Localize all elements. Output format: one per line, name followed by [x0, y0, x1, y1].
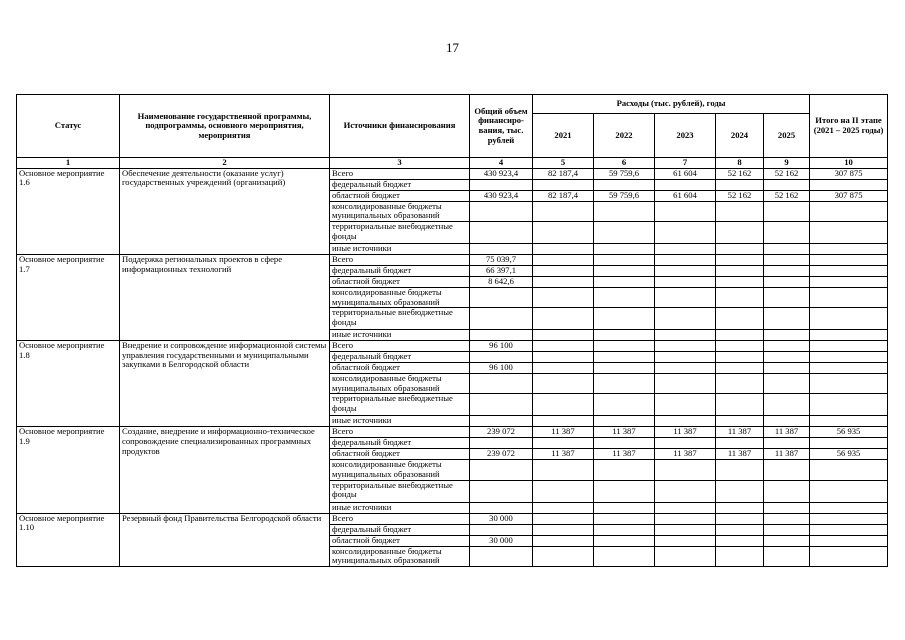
row-value	[655, 308, 716, 330]
row-value	[470, 416, 533, 427]
header-total: Общий объем финансиро-вания, тыс. рублей	[470, 95, 533, 158]
row-value	[533, 201, 594, 221]
page-number: 17	[446, 40, 459, 55]
row-value: 82 187,4	[533, 168, 594, 179]
row-value	[764, 363, 810, 374]
row-value	[655, 179, 716, 190]
row-value	[655, 221, 716, 243]
row-value	[594, 363, 655, 374]
row-value	[533, 243, 594, 254]
row-name: Поддержка региональных проектов в сфере информационных технологий	[120, 254, 330, 340]
column-number: 2	[120, 158, 330, 169]
row-value	[716, 513, 764, 524]
header-name: Наименование государственной программы, подпрограммы, основного мероприятия, мероприятия	[120, 95, 330, 158]
row-value	[810, 513, 888, 524]
row-value	[716, 243, 764, 254]
row-value	[533, 308, 594, 330]
row-value	[594, 438, 655, 449]
row-value	[716, 524, 764, 535]
row-value: 11 387	[655, 427, 716, 438]
row-source: Всего	[330, 254, 470, 265]
row-value	[810, 308, 888, 330]
row-value	[716, 254, 764, 265]
column-number: 8	[716, 158, 764, 169]
table-row	[17, 254, 888, 265]
row-source: областной бюджет	[330, 276, 470, 287]
column-number: 7	[655, 158, 716, 169]
row-value	[470, 221, 533, 243]
header-year: 2022	[594, 114, 655, 158]
row-value	[594, 243, 655, 254]
header-year: 2024	[716, 114, 764, 158]
row-value	[716, 394, 764, 416]
row-value	[716, 287, 764, 307]
row-value	[810, 363, 888, 374]
row-value	[470, 524, 533, 535]
row-value: 52 162	[716, 190, 764, 201]
row-value: 11 387	[716, 427, 764, 438]
row-source: консолидированные бюджеты муниципальных образований	[330, 201, 470, 221]
row-value	[716, 201, 764, 221]
row-value	[533, 546, 594, 566]
row-value	[594, 416, 655, 427]
row-value	[594, 341, 655, 352]
row-value	[594, 308, 655, 330]
row-source: федеральный бюджет	[330, 438, 470, 449]
column-number: 5	[533, 158, 594, 169]
row-value	[470, 502, 533, 513]
row-value	[764, 341, 810, 352]
row-value	[655, 352, 716, 363]
row-value	[470, 460, 533, 480]
row-source: федеральный бюджет	[330, 524, 470, 535]
row-value	[810, 416, 888, 427]
row-value: 66 397,1	[470, 265, 533, 276]
row-value	[470, 480, 533, 502]
row-value	[533, 394, 594, 416]
row-value	[764, 438, 810, 449]
table-row	[17, 513, 888, 524]
row-value	[594, 330, 655, 341]
row-value	[764, 179, 810, 190]
row-value	[594, 524, 655, 535]
column-number: 6	[594, 158, 655, 169]
row-value	[533, 363, 594, 374]
row-value	[533, 460, 594, 480]
row-value	[470, 352, 533, 363]
row-name: Резервный фонд Правительства Белгородской области	[120, 513, 330, 566]
row-value	[655, 265, 716, 276]
row-source: консолидированные бюджеты муниципальных образований	[330, 287, 470, 307]
row-value	[764, 546, 810, 566]
row-value	[655, 330, 716, 341]
row-value	[716, 308, 764, 330]
column-number: 9	[764, 158, 810, 169]
row-value	[655, 201, 716, 221]
column-number: 1	[17, 158, 120, 169]
row-value	[470, 374, 533, 394]
row-value	[810, 546, 888, 566]
row-value: 61 604	[655, 168, 716, 179]
row-value	[655, 254, 716, 265]
row-value	[533, 502, 594, 513]
row-source: областной бюджет	[330, 449, 470, 460]
row-value	[764, 394, 810, 416]
row-value: 11 387	[655, 449, 716, 460]
row-value: 75 039,7	[470, 254, 533, 265]
row-value	[655, 341, 716, 352]
row-value	[716, 221, 764, 243]
row-source: Всего	[330, 341, 470, 352]
row-value	[655, 363, 716, 374]
row-status: Основное мероприятие 1.10	[17, 513, 120, 566]
row-value	[655, 394, 716, 416]
row-value: 11 387	[594, 427, 655, 438]
row-value	[655, 502, 716, 513]
row-name: Внедрение и сопровождение информационной системы управления государственными и муниципальными закупками в Белгородской области	[120, 341, 330, 427]
row-source: областной бюджет	[330, 363, 470, 374]
table-body	[17, 168, 888, 566]
row-value	[533, 513, 594, 524]
row-value	[810, 276, 888, 287]
row-value: 59 759,6	[594, 190, 655, 201]
row-value	[533, 287, 594, 307]
row-value	[810, 201, 888, 221]
row-value	[716, 438, 764, 449]
row-value	[533, 524, 594, 535]
row-value	[533, 179, 594, 190]
row-value: 61 604	[655, 190, 716, 201]
row-value: 82 187,4	[533, 190, 594, 201]
row-value	[594, 535, 655, 546]
column-number: 4	[470, 158, 533, 169]
row-value: 96 100	[470, 341, 533, 352]
row-value	[810, 480, 888, 502]
row-value	[655, 524, 716, 535]
row-value	[716, 416, 764, 427]
row-value: 52 162	[716, 168, 764, 179]
row-value	[594, 502, 655, 513]
row-value: 96 100	[470, 363, 533, 374]
row-value	[533, 254, 594, 265]
row-value: 430 923,4	[470, 190, 533, 201]
row-value	[470, 394, 533, 416]
row-name: Создание, внедрение и информационно-техническое сопровождение специализированных программных продуктов	[120, 427, 330, 513]
row-value	[810, 460, 888, 480]
row-value	[764, 243, 810, 254]
row-value	[716, 460, 764, 480]
row-value	[594, 254, 655, 265]
header-expenses: Расходы (тыс. рублей), годы	[533, 95, 810, 114]
row-value	[470, 179, 533, 190]
row-source: Всего	[330, 168, 470, 179]
row-value	[716, 276, 764, 287]
row-value	[594, 276, 655, 287]
row-source: консолидированные бюджеты муниципальных образований	[330, 374, 470, 394]
row-value	[764, 254, 810, 265]
row-value	[810, 352, 888, 363]
row-value	[716, 535, 764, 546]
row-value	[533, 221, 594, 243]
row-value	[594, 374, 655, 394]
row-value	[470, 438, 533, 449]
row-value	[533, 330, 594, 341]
row-value: 56 935	[810, 449, 888, 460]
row-value	[655, 480, 716, 502]
row-name: Обеспечение деятельности (оказание услуг) государственных учреждений (организаций)	[120, 168, 330, 254]
row-value	[655, 535, 716, 546]
row-source: консолидированные бюджеты муниципальных образований	[330, 460, 470, 480]
column-number: 3	[330, 158, 470, 169]
row-value	[764, 265, 810, 276]
row-value	[470, 308, 533, 330]
row-source: территориальные внебюджетные фонды	[330, 221, 470, 243]
row-value	[764, 201, 810, 221]
row-value	[533, 341, 594, 352]
row-source: Всего	[330, 427, 470, 438]
row-value	[810, 341, 888, 352]
row-source: федеральный бюджет	[330, 179, 470, 190]
row-value	[810, 374, 888, 394]
row-source: иные источники	[330, 243, 470, 254]
row-value	[764, 524, 810, 535]
row-value: 8 642,6	[470, 276, 533, 287]
row-value	[764, 416, 810, 427]
row-value	[594, 265, 655, 276]
header-status: Статус	[17, 95, 120, 158]
row-value	[655, 243, 716, 254]
row-value: 11 387	[764, 427, 810, 438]
row-value	[810, 394, 888, 416]
row-value	[470, 287, 533, 307]
row-value	[764, 330, 810, 341]
row-value	[655, 416, 716, 427]
row-status: Основное мероприятие 1.6	[17, 168, 120, 254]
row-value	[470, 330, 533, 341]
row-value	[764, 513, 810, 524]
row-value: 307 875	[810, 168, 888, 179]
row-value	[810, 243, 888, 254]
row-value: 52 162	[764, 190, 810, 201]
header-year: 2021	[533, 114, 594, 158]
row-value	[716, 480, 764, 502]
row-source: иные источники	[330, 330, 470, 341]
row-value	[716, 363, 764, 374]
row-value	[810, 254, 888, 265]
row-value	[655, 374, 716, 394]
row-source: областной бюджет	[330, 535, 470, 546]
row-value	[810, 179, 888, 190]
row-value	[810, 438, 888, 449]
row-value: 30 000	[470, 513, 533, 524]
row-value: 11 387	[533, 427, 594, 438]
row-value: 239 072	[470, 449, 533, 460]
row-value	[716, 341, 764, 352]
row-value	[655, 287, 716, 307]
row-value	[716, 374, 764, 394]
row-value	[655, 513, 716, 524]
header-stage-total: Итого на II этапе (2021 – 2025 годы)	[810, 95, 888, 158]
row-value	[533, 480, 594, 502]
row-value	[655, 276, 716, 287]
row-value	[594, 460, 655, 480]
row-value	[810, 265, 888, 276]
row-value	[533, 276, 594, 287]
row-source: консолидированные бюджеты муниципальных образований	[330, 546, 470, 566]
row-value	[716, 352, 764, 363]
row-value	[716, 502, 764, 513]
header-year: 2023	[655, 114, 716, 158]
row-value: 59 759,6	[594, 168, 655, 179]
row-value	[594, 480, 655, 502]
row-value	[764, 502, 810, 513]
row-value	[764, 308, 810, 330]
table-row	[17, 427, 888, 438]
row-value	[655, 460, 716, 480]
row-value	[810, 330, 888, 341]
row-value	[655, 546, 716, 566]
row-value: 11 387	[533, 449, 594, 460]
row-value	[470, 201, 533, 221]
row-value	[764, 480, 810, 502]
table-row	[17, 341, 888, 352]
row-value	[533, 416, 594, 427]
row-value	[716, 179, 764, 190]
row-status: Основное мероприятие 1.8	[17, 341, 120, 427]
row-source: федеральный бюджет	[330, 352, 470, 363]
header-year: 2025	[764, 114, 810, 158]
row-value	[764, 276, 810, 287]
row-source: иные источники	[330, 502, 470, 513]
header-sources: Источники финансирования	[330, 95, 470, 158]
row-value	[810, 287, 888, 307]
row-value	[764, 221, 810, 243]
row-value	[594, 546, 655, 566]
row-source: иные источники	[330, 416, 470, 427]
row-value	[764, 374, 810, 394]
row-value	[716, 265, 764, 276]
table-row	[17, 168, 888, 179]
row-value: 307 875	[810, 190, 888, 201]
row-value	[533, 438, 594, 449]
row-value	[716, 330, 764, 341]
row-value	[594, 287, 655, 307]
row-source: Всего	[330, 513, 470, 524]
row-value: 430 923,4	[470, 168, 533, 179]
row-source: федеральный бюджет	[330, 265, 470, 276]
row-value	[764, 535, 810, 546]
row-source: областной бюджет	[330, 190, 470, 201]
row-source: территориальные внебюджетные фонды	[330, 480, 470, 502]
row-value	[533, 265, 594, 276]
row-value	[655, 438, 716, 449]
financing-table	[16, 94, 888, 567]
row-source: территориальные внебюджетные фонды	[330, 394, 470, 416]
row-value: 52 162	[764, 168, 810, 179]
row-value: 11 387	[594, 449, 655, 460]
row-value	[470, 546, 533, 566]
row-value: 56 935	[810, 427, 888, 438]
row-value	[716, 546, 764, 566]
row-value: 239 072	[470, 427, 533, 438]
column-number: 10	[810, 158, 888, 169]
row-value: 11 387	[764, 449, 810, 460]
row-status: Основное мероприятие 1.7	[17, 254, 120, 340]
row-value: 11 387	[716, 449, 764, 460]
row-value	[764, 460, 810, 480]
row-value: 30 000	[470, 535, 533, 546]
row-status: Основное мероприятие 1.9	[17, 427, 120, 513]
row-value	[533, 374, 594, 394]
row-value	[594, 352, 655, 363]
row-value	[594, 394, 655, 416]
row-value	[810, 535, 888, 546]
row-value	[533, 352, 594, 363]
row-value	[810, 221, 888, 243]
row-value	[594, 513, 655, 524]
row-value	[470, 243, 533, 254]
row-value	[533, 535, 594, 546]
row-value	[764, 352, 810, 363]
row-value	[594, 221, 655, 243]
row-value	[764, 287, 810, 307]
row-value	[810, 524, 888, 535]
row-value	[810, 502, 888, 513]
row-value	[594, 179, 655, 190]
row-source: территориальные внебюджетные фонды	[330, 308, 470, 330]
row-value	[594, 201, 655, 221]
